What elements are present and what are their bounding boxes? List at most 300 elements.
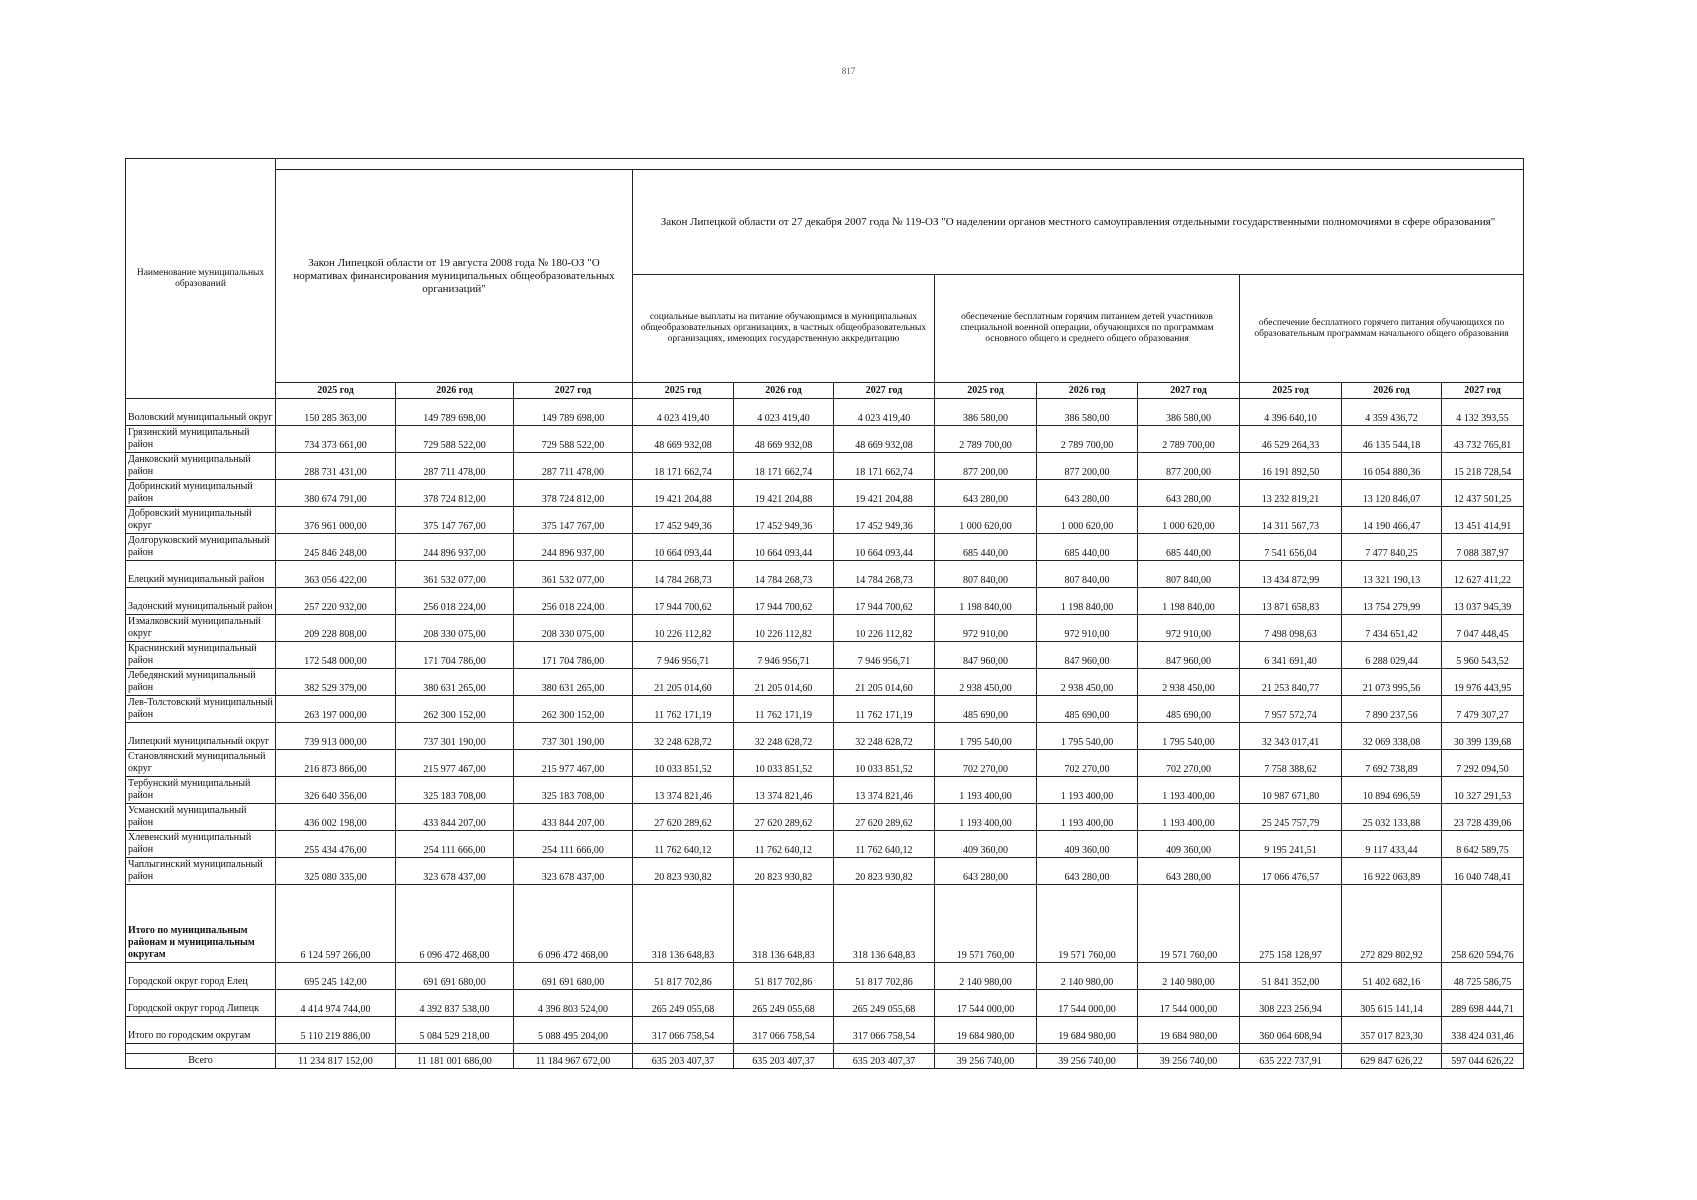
table-row — [126, 453, 1524, 480]
year-header: 2026 год — [1037, 383, 1138, 399]
amount-cell: 17 452 949,36 — [834, 507, 935, 534]
header-top-blank — [276, 159, 1524, 170]
amount-cell: 363 056 422,00 — [276, 561, 396, 588]
spacer-cell — [126, 1044, 276, 1054]
year-header: 2025 год — [276, 383, 396, 399]
amount-cell: 4 023 419,40 — [734, 399, 834, 426]
amount-cell: 11 762 171,19 — [633, 696, 734, 723]
amount-cell: 30 399 139,68 — [1442, 723, 1524, 750]
amount-cell: 360 064 608,94 — [1240, 1017, 1342, 1044]
amount-cell: 317 066 758,54 — [834, 1017, 935, 1044]
amount-cell: 51 402 682,16 — [1342, 963, 1442, 990]
amount-cell: 2 140 980,00 — [1138, 963, 1240, 990]
municipality-name: Краснинский муниципальный район — [126, 642, 276, 669]
amount-cell: 19 421 204,88 — [834, 480, 935, 507]
amount-cell: 48 725 586,75 — [1442, 963, 1524, 990]
municipality-name: Итого по муниципальным районам и муниципальным округам — [126, 885, 276, 963]
amount-cell: 32 248 628,72 — [734, 723, 834, 750]
table-row — [126, 696, 1524, 723]
amount-cell: 39 256 740,00 — [1037, 1054, 1138, 1069]
amount-cell: 265 249 055,68 — [633, 990, 734, 1017]
amount-cell: 275 158 128,97 — [1240, 885, 1342, 963]
amount-cell: 1 795 540,00 — [935, 723, 1037, 750]
amount-cell: 51 817 702,86 — [734, 963, 834, 990]
amount-cell: 48 669 932,08 — [834, 426, 935, 453]
amount-cell: 16 191 892,50 — [1240, 453, 1342, 480]
page-number: 817 — [841, 66, 856, 76]
amount-cell: 10 033 851,52 — [633, 750, 734, 777]
amount-cell: 215 977 467,00 — [514, 750, 633, 777]
amount-cell: 11 181 001 686,00 — [396, 1054, 514, 1069]
municipality-name: Усманский муниципальный район — [126, 804, 276, 831]
amount-cell: 485 690,00 — [1037, 696, 1138, 723]
amount-cell: 7 498 098,63 — [1240, 615, 1342, 642]
amount-cell: 7 890 237,56 — [1342, 696, 1442, 723]
amount-cell: 25 245 757,79 — [1240, 804, 1342, 831]
amount-cell: 7 047 448,45 — [1442, 615, 1524, 642]
amount-cell: 12 437 501,25 — [1442, 480, 1524, 507]
year-header: 2026 год — [1342, 383, 1442, 399]
budget-table — [125, 158, 1524, 1069]
amount-cell: 635 203 407,37 — [734, 1054, 834, 1069]
amount-cell: 4 396 640,10 — [1240, 399, 1342, 426]
amount-cell: 10 226 112,82 — [834, 615, 935, 642]
amount-cell: 46 135 544,18 — [1342, 426, 1442, 453]
amount-cell: 2 938 450,00 — [1138, 669, 1240, 696]
amount-cell: 409 360,00 — [1138, 831, 1240, 858]
amount-cell: 737 301 190,00 — [514, 723, 633, 750]
amount-cell: 691 691 680,00 — [514, 963, 633, 990]
spacer-cell — [1037, 1044, 1138, 1054]
header-svo-meals: обеспечение бесплатным горячим питанием детей участников специальной военной операции, обучающихся по программам основного общего и среднего общего образования — [935, 275, 1240, 383]
amount-cell: 877 200,00 — [935, 453, 1037, 480]
amount-cell: 729 588 522,00 — [514, 426, 633, 453]
table-row — [126, 642, 1524, 669]
amount-cell: 11 762 171,19 — [734, 696, 834, 723]
amount-cell: 18 171 662,74 — [834, 453, 935, 480]
amount-cell: 265 249 055,68 — [834, 990, 935, 1017]
subtotal-districts-row — [126, 885, 1524, 963]
amount-cell: 13 374 821,46 — [834, 777, 935, 804]
amount-cell: 1 000 620,00 — [1138, 507, 1240, 534]
spacer-cell — [1138, 1044, 1240, 1054]
amount-cell: 15 218 728,54 — [1442, 453, 1524, 480]
amount-cell: 2 938 450,00 — [935, 669, 1037, 696]
amount-cell: 691 691 680,00 — [396, 963, 514, 990]
spacer-cell — [514, 1044, 633, 1054]
table-row — [126, 588, 1524, 615]
table-row — [126, 534, 1524, 561]
amount-cell: 629 847 626,22 — [1342, 1054, 1442, 1069]
amount-cell: 262 300 152,00 — [514, 696, 633, 723]
municipality-name: Добровский муниципальный округ — [126, 507, 276, 534]
amount-cell: 51 817 702,86 — [633, 963, 734, 990]
municipality-name: Данковский муниципальный район — [126, 453, 276, 480]
amount-cell: 11 762 640,12 — [734, 831, 834, 858]
header-law-180: Закон Липецкой области от 19 августа 2008 года № 180-ОЗ "О нормативах финансирования муниципальных общеобразовательных организаций" — [276, 170, 633, 383]
amount-cell: 375 147 767,00 — [514, 507, 633, 534]
year-header: 2027 год — [834, 383, 935, 399]
amount-cell: 257 220 932,00 — [276, 588, 396, 615]
header-law-119: Закон Липецкой области от 27 декабря 2007 года № 119-ОЗ "О наделении органов местного самоуправления отдельными государственными полномочиями в сфере образования" — [633, 170, 1524, 275]
amount-cell: 409 360,00 — [1037, 831, 1138, 858]
amount-cell: 21 253 840,77 — [1240, 669, 1342, 696]
table-row — [126, 561, 1524, 588]
amount-cell: 737 301 190,00 — [396, 723, 514, 750]
amount-cell: 255 434 476,00 — [276, 831, 396, 858]
amount-cell: 847 960,00 — [935, 642, 1037, 669]
amount-cell: 972 910,00 — [1138, 615, 1240, 642]
amount-cell: 10 033 851,52 — [834, 750, 935, 777]
amount-cell: 807 840,00 — [1138, 561, 1240, 588]
municipality-name: Чаплыгинский муниципальный район — [126, 858, 276, 885]
amount-cell: 361 532 077,00 — [396, 561, 514, 588]
header-primary-meals: обеспечение бесплатного горячего питания обучающихся по образовательным программам начального общего образования — [1240, 275, 1524, 383]
amount-cell: 8 642 589,75 — [1442, 831, 1524, 858]
municipality-name: Городской округ город Елец — [126, 963, 276, 990]
amount-cell: 13 871 658,83 — [1240, 588, 1342, 615]
amount-cell: 5 960 543,52 — [1442, 642, 1524, 669]
amount-cell: 1 193 400,00 — [1037, 777, 1138, 804]
amount-cell: 46 529 264,33 — [1240, 426, 1342, 453]
amount-cell: 386 580,00 — [1037, 399, 1138, 426]
subtotal-cities-row — [126, 1017, 1524, 1044]
amount-cell: 13 232 819,21 — [1240, 480, 1342, 507]
amount-cell: 17 544 000,00 — [935, 990, 1037, 1017]
amount-cell: 21 073 995,56 — [1342, 669, 1442, 696]
amount-cell: 208 330 075,00 — [514, 615, 633, 642]
table-row — [126, 963, 1524, 990]
amount-cell: 382 529 379,00 — [276, 669, 396, 696]
amount-cell: 807 840,00 — [1037, 561, 1138, 588]
municipality-name: Всего — [126, 1054, 276, 1069]
amount-cell: 13 374 821,46 — [734, 777, 834, 804]
amount-cell: 685 440,00 — [935, 534, 1037, 561]
amount-cell: 32 248 628,72 — [633, 723, 734, 750]
spacer-cell — [834, 1044, 935, 1054]
amount-cell: 1 795 540,00 — [1138, 723, 1240, 750]
header-social-payments: социальные выплаты на питание обучающимся в муниципальных общеобразовательных организациях, в частных общеобразовательных организациях, имеющих государственную аккредитацию — [633, 275, 935, 383]
amount-cell: 10 226 112,82 — [633, 615, 734, 642]
amount-cell: 7 957 572,74 — [1240, 696, 1342, 723]
spacer-cell — [396, 1044, 514, 1054]
amount-cell: 643 280,00 — [1037, 858, 1138, 885]
amount-cell: 380 631 265,00 — [514, 669, 633, 696]
amount-cell: 318 136 648,83 — [834, 885, 935, 963]
amount-cell: 21 205 014,60 — [834, 669, 935, 696]
table-row — [126, 507, 1524, 534]
amount-cell: 323 678 437,00 — [396, 858, 514, 885]
amount-cell: 10 327 291,53 — [1442, 777, 1524, 804]
header-municipality: Наименование муниципальных образований — [126, 159, 276, 399]
amount-cell: 433 844 207,00 — [396, 804, 514, 831]
amount-cell: 7 692 738,89 — [1342, 750, 1442, 777]
spacer-cell — [1342, 1044, 1442, 1054]
amount-cell: 5 088 495 204,00 — [514, 1017, 633, 1044]
amount-cell: 20 823 930,82 — [834, 858, 935, 885]
amount-cell: 326 640 356,00 — [276, 777, 396, 804]
year-header: 2025 год — [935, 383, 1037, 399]
amount-cell: 18 171 662,74 — [734, 453, 834, 480]
amount-cell: 6 096 472 468,00 — [396, 885, 514, 963]
table-row — [126, 480, 1524, 507]
budget-table-container — [125, 158, 1523, 1069]
amount-cell: 338 424 031,46 — [1442, 1017, 1524, 1044]
amount-cell: 14 190 466,47 — [1342, 507, 1442, 534]
amount-cell: 17 544 000,00 — [1037, 990, 1138, 1017]
amount-cell: 14 784 268,73 — [633, 561, 734, 588]
amount-cell: 17 944 700,62 — [633, 588, 734, 615]
amount-cell: 13 451 414,91 — [1442, 507, 1524, 534]
amount-cell: 325 183 708,00 — [514, 777, 633, 804]
amount-cell: 2 789 700,00 — [1037, 426, 1138, 453]
amount-cell: 9 117 433,44 — [1342, 831, 1442, 858]
amount-cell: 18 171 662,74 — [633, 453, 734, 480]
amount-cell: 19 684 980,00 — [1138, 1017, 1240, 1044]
amount-cell: 972 910,00 — [1037, 615, 1138, 642]
amount-cell: 635 203 407,37 — [834, 1054, 935, 1069]
amount-cell: 2 140 980,00 — [1037, 963, 1138, 990]
amount-cell: 729 588 522,00 — [396, 426, 514, 453]
amount-cell: 308 223 256,94 — [1240, 990, 1342, 1017]
table-row — [126, 669, 1524, 696]
amount-cell: 643 280,00 — [1138, 858, 1240, 885]
amount-cell: 409 360,00 — [935, 831, 1037, 858]
year-header: 2026 год — [734, 383, 834, 399]
amount-cell: 1 193 400,00 — [1138, 804, 1240, 831]
amount-cell: 258 620 594,76 — [1442, 885, 1524, 963]
amount-cell: 2 789 700,00 — [935, 426, 1037, 453]
amount-cell: 972 910,00 — [935, 615, 1037, 642]
municipality-name: Измалковский муниципальный округ — [126, 615, 276, 642]
amount-cell: 847 960,00 — [1037, 642, 1138, 669]
amount-cell: 13 374 821,46 — [633, 777, 734, 804]
amount-cell: 485 690,00 — [935, 696, 1037, 723]
amount-cell: 325 183 708,00 — [396, 777, 514, 804]
amount-cell: 19 421 204,88 — [734, 480, 834, 507]
amount-cell: 375 147 767,00 — [396, 507, 514, 534]
amount-cell: 254 111 666,00 — [514, 831, 633, 858]
amount-cell: 6 288 029,44 — [1342, 642, 1442, 669]
amount-cell: 244 896 937,00 — [514, 534, 633, 561]
amount-cell: 1 193 400,00 — [1138, 777, 1240, 804]
amount-cell: 262 300 152,00 — [396, 696, 514, 723]
amount-cell: 21 205 014,60 — [633, 669, 734, 696]
amount-cell: 172 548 000,00 — [276, 642, 396, 669]
amount-cell: 6 096 472 468,00 — [514, 885, 633, 963]
municipality-name: Добринский муниципальный район — [126, 480, 276, 507]
amount-cell: 10 664 093,44 — [633, 534, 734, 561]
amount-cell: 643 280,00 — [935, 858, 1037, 885]
table-row — [126, 426, 1524, 453]
amount-cell: 643 280,00 — [1037, 480, 1138, 507]
amount-cell: 32 343 017,41 — [1240, 723, 1342, 750]
amount-cell: 20 823 930,82 — [734, 858, 834, 885]
amount-cell: 25 032 133,88 — [1342, 804, 1442, 831]
amount-cell: 263 197 000,00 — [276, 696, 396, 723]
amount-cell: 10 894 696,59 — [1342, 777, 1442, 804]
amount-cell: 318 136 648,83 — [633, 885, 734, 963]
amount-cell: 10 226 112,82 — [734, 615, 834, 642]
amount-cell: 11 762 640,12 — [834, 831, 935, 858]
amount-cell: 171 704 786,00 — [514, 642, 633, 669]
amount-cell: 150 285 363,00 — [276, 399, 396, 426]
amount-cell: 287 711 478,00 — [514, 453, 633, 480]
amount-cell: 19 976 443,95 — [1442, 669, 1524, 696]
amount-cell: 317 066 758,54 — [633, 1017, 734, 1044]
amount-cell: 256 018 224,00 — [396, 588, 514, 615]
amount-cell: 7 088 387,97 — [1442, 534, 1524, 561]
amount-cell: 6 341 691,40 — [1240, 642, 1342, 669]
amount-cell: 43 732 765,81 — [1442, 426, 1524, 453]
table-row — [126, 615, 1524, 642]
amount-cell: 4 132 393,55 — [1442, 399, 1524, 426]
municipality-name: Елецкий муниципальный район — [126, 561, 276, 588]
amount-cell: 13 037 945,39 — [1442, 588, 1524, 615]
amount-cell: 7 479 307,27 — [1442, 696, 1524, 723]
amount-cell: 11 762 171,19 — [834, 696, 935, 723]
amount-cell: 436 002 198,00 — [276, 804, 396, 831]
amount-cell: 5 084 529 218,00 — [396, 1017, 514, 1044]
table-row — [126, 399, 1524, 426]
amount-cell: 5 110 219 886,00 — [276, 1017, 396, 1044]
municipality-name: Воловский муниципальный округ — [126, 399, 276, 426]
amount-cell: 215 977 467,00 — [396, 750, 514, 777]
spacer-cell — [935, 1044, 1037, 1054]
spacer-cell — [276, 1044, 396, 1054]
amount-cell: 256 018 224,00 — [514, 588, 633, 615]
amount-cell: 19 571 760,00 — [1138, 885, 1240, 963]
amount-cell: 10 033 851,52 — [734, 750, 834, 777]
amount-cell: 7 946 956,71 — [834, 642, 935, 669]
municipality-name: Итого по городским округам — [126, 1017, 276, 1044]
municipality-name: Долгоруковский муниципальный район — [126, 534, 276, 561]
amount-cell: 17 066 476,57 — [1240, 858, 1342, 885]
amount-cell: 1 193 400,00 — [935, 804, 1037, 831]
amount-cell: 4 359 436,72 — [1342, 399, 1442, 426]
spacer-cell — [1442, 1044, 1524, 1054]
amount-cell: 48 669 932,08 — [734, 426, 834, 453]
amount-cell: 289 698 444,71 — [1442, 990, 1524, 1017]
amount-cell: 149 789 698,00 — [396, 399, 514, 426]
amount-cell: 10 664 093,44 — [834, 534, 935, 561]
amount-cell: 4 396 803 524,00 — [514, 990, 633, 1017]
amount-cell: 643 280,00 — [1138, 480, 1240, 507]
amount-cell: 13 754 279,99 — [1342, 588, 1442, 615]
spacer-row — [126, 1044, 1524, 1054]
year-header: 2027 год — [1138, 383, 1240, 399]
municipality-name: Грязинский муниципальный район — [126, 426, 276, 453]
amount-cell: 10 664 093,44 — [734, 534, 834, 561]
amount-cell: 2 789 700,00 — [1138, 426, 1240, 453]
year-header: 2025 год — [1240, 383, 1342, 399]
municipality-name: Лев-Толстовский муниципальный район — [126, 696, 276, 723]
amount-cell: 685 440,00 — [1138, 534, 1240, 561]
amount-cell: 14 784 268,73 — [734, 561, 834, 588]
amount-cell: 7 541 656,04 — [1240, 534, 1342, 561]
amount-cell: 16 054 880,36 — [1342, 453, 1442, 480]
amount-cell: 1 795 540,00 — [1037, 723, 1138, 750]
amount-cell: 7 946 956,71 — [633, 642, 734, 669]
municipality-name: Тербунский муниципальный район — [126, 777, 276, 804]
amount-cell: 14 311 567,73 — [1240, 507, 1342, 534]
amount-cell: 11 184 967 672,00 — [514, 1054, 633, 1069]
amount-cell: 17 452 949,36 — [633, 507, 734, 534]
amount-cell: 361 532 077,00 — [514, 561, 633, 588]
amount-cell: 702 270,00 — [1138, 750, 1240, 777]
amount-cell: 244 896 937,00 — [396, 534, 514, 561]
amount-cell: 19 421 204,88 — [633, 480, 734, 507]
amount-cell: 171 704 786,00 — [396, 642, 514, 669]
amount-cell: 16 922 063,89 — [1342, 858, 1442, 885]
amount-cell: 4 392 837 538,00 — [396, 990, 514, 1017]
amount-cell: 485 690,00 — [1138, 696, 1240, 723]
amount-cell: 13 434 872,99 — [1240, 561, 1342, 588]
amount-cell: 685 440,00 — [1037, 534, 1138, 561]
amount-cell: 23 728 439,06 — [1442, 804, 1524, 831]
amount-cell: 27 620 289,62 — [734, 804, 834, 831]
spacer-cell — [734, 1044, 834, 1054]
spacer-cell — [1240, 1044, 1342, 1054]
municipality-name: Хлевенский муниципальный район — [126, 831, 276, 858]
amount-cell: 376 961 000,00 — [276, 507, 396, 534]
amount-cell: 6 124 597 266,00 — [276, 885, 396, 963]
amount-cell: 386 580,00 — [935, 399, 1037, 426]
amount-cell: 17 944 700,62 — [834, 588, 935, 615]
total-row — [126, 1054, 1524, 1069]
amount-cell: 209 228 808,00 — [276, 615, 396, 642]
amount-cell: 19 684 980,00 — [935, 1017, 1037, 1044]
municipality-name: Липецкий муниципальный округ — [126, 723, 276, 750]
amount-cell: 2 938 450,00 — [1037, 669, 1138, 696]
amount-cell: 48 669 932,08 — [633, 426, 734, 453]
amount-cell: 386 580,00 — [1138, 399, 1240, 426]
amount-cell: 318 136 648,83 — [734, 885, 834, 963]
amount-cell: 11 234 817 152,00 — [276, 1054, 396, 1069]
amount-cell: 11 762 640,12 — [633, 831, 734, 858]
amount-cell: 380 631 265,00 — [396, 669, 514, 696]
amount-cell: 265 249 055,68 — [734, 990, 834, 1017]
amount-cell: 1 193 400,00 — [935, 777, 1037, 804]
amount-cell: 32 248 628,72 — [834, 723, 935, 750]
municipality-name: Городской округ город Липецк — [126, 990, 276, 1017]
amount-cell: 378 724 812,00 — [514, 480, 633, 507]
spacer-cell — [633, 1044, 734, 1054]
amount-cell: 17 944 700,62 — [734, 588, 834, 615]
amount-cell: 21 205 014,60 — [734, 669, 834, 696]
amount-cell: 807 840,00 — [935, 561, 1037, 588]
table-row — [126, 990, 1524, 1017]
amount-cell: 7 758 388,62 — [1240, 750, 1342, 777]
amount-cell: 7 292 094,50 — [1442, 750, 1524, 777]
amount-cell: 433 844 207,00 — [514, 804, 633, 831]
amount-cell: 32 069 338,08 — [1342, 723, 1442, 750]
table-row — [126, 831, 1524, 858]
amount-cell: 695 245 142,00 — [276, 963, 396, 990]
amount-cell: 287 711 478,00 — [396, 453, 514, 480]
amount-cell: 643 280,00 — [935, 480, 1037, 507]
amount-cell: 1 193 400,00 — [1037, 804, 1138, 831]
amount-cell: 13 120 846,07 — [1342, 480, 1442, 507]
table-row — [126, 723, 1524, 750]
amount-cell: 14 784 268,73 — [834, 561, 935, 588]
amount-cell: 254 111 666,00 — [396, 831, 514, 858]
amount-cell: 1 198 840,00 — [935, 588, 1037, 615]
amount-cell: 216 873 866,00 — [276, 750, 396, 777]
year-header: 2027 год — [514, 383, 633, 399]
amount-cell: 17 452 949,36 — [734, 507, 834, 534]
amount-cell: 288 731 431,00 — [276, 453, 396, 480]
